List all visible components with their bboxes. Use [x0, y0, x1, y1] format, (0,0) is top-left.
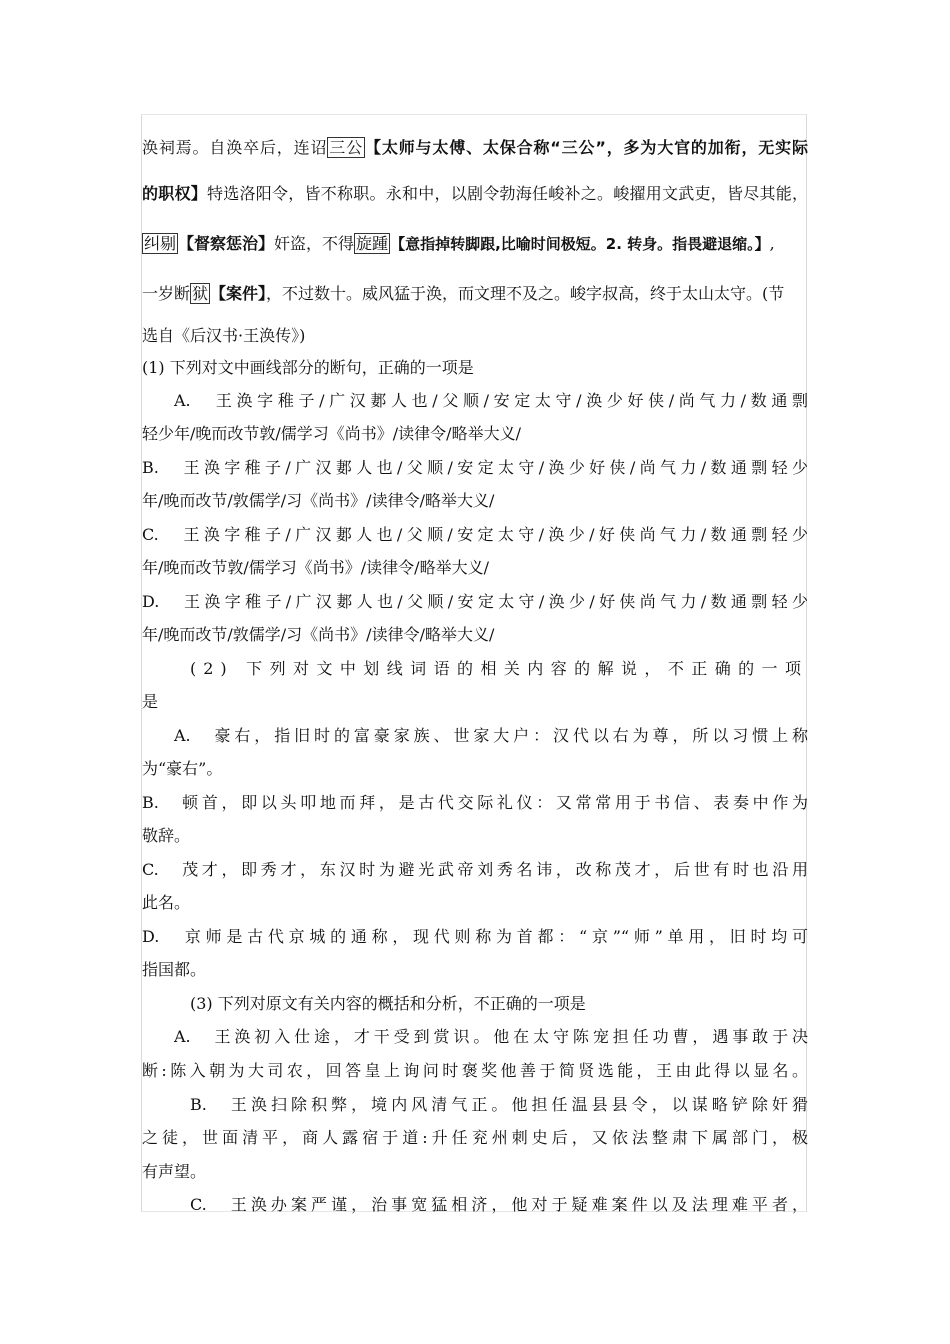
- passage-text: 奸盗，不得: [274, 234, 355, 253]
- q2-option-b-line-2: 敬辞。: [142, 826, 191, 845]
- q3-option-b-line-2: 之徒，世面清平，商人露宿于道:升任兖州刺史后，又依法整肃下属部门，极: [142, 1128, 808, 1147]
- q1-option-d-line-1: D. 王涣字稚子/广汉郪人也/父顺/安定太守/涣少/好侠尚气力/数通剽轻少: [142, 592, 808, 611]
- q2-option-c-line-2: 此名。: [142, 893, 191, 912]
- passage-text: ，不过数十。威风猛于涣，而文理不及之。峻字叔高，终于太山太守。(节: [266, 284, 785, 303]
- q2-option-d-line-1: D. 京师是古代京城的通称，现代则称为首都：“京”“师”单用，旧时均可: [142, 927, 808, 946]
- question-2-stem-line-2: 是: [142, 692, 159, 711]
- question-2-stem-line-1: (2) 下列对文中划线词语的相关内容的解说，不正确的一项: [190, 659, 808, 678]
- annotation: 【案件】: [210, 284, 267, 303]
- annotation: 的职权】: [142, 184, 207, 203]
- q3-option-a-line-1: A. 王涣初入仕途，才干受到赏识。他在太守陈宠担任功曹，遇事敢于决: [174, 1027, 808, 1046]
- passage-line-2: [142, 181, 808, 204]
- q1-option-c-line-1: C. 王涣字稚子/广汉郪人也/父顺/安定太守/涣少/好侠尚气力/数通剽轻少: [142, 525, 808, 544]
- q2-option-b-line-1: B. 顿首，即以头叩地而拜，是古代交际礼仪：又常常用于书信、表奏中作为: [142, 793, 808, 812]
- q2-option-a-line-1: A. 豪右，指旧时的富豪家族、世家大户：汉代以右为尊，所以习惯上称: [174, 726, 808, 745]
- q1-option-a-line-2: 轻少年/晚而改节敦/儒学习《尚书》/读律令/略举大义/: [142, 424, 521, 443]
- question-1-stem: (1) 下列对文中画线部分的断句，正确的一项是: [142, 358, 474, 377]
- q3-option-a-line-2: 断:陈入朝为大司农，回答皇上询问时褒奖他善于简贤选能，王由此得以显名。: [142, 1061, 808, 1080]
- passage-text: 一岁断: [142, 284, 191, 303]
- boxed-term: 三公: [329, 138, 363, 157]
- annotation: 【意指掉转脚跟,比喻时间极短。2. 转身。指畏避退缩。】: [390, 235, 770, 253]
- passage-source: 选自《后汉书·王涣传》): [142, 326, 306, 345]
- passage-text: 特选洛阳令，皆不称职。永和中，以剧令勃海任峻补之。峻擢用文武吏，皆尽其能，: [207, 184, 808, 203]
- question-3-stem: (3) 下列对原文有关内容的概括和分析，不正确的一项是: [190, 994, 586, 1013]
- q1-option-b-line-2: 年/晚而改节/敦儒学/习《尚书》/读律令/略举大义/: [142, 491, 495, 510]
- q3-option-b-line-1: B. 王涣扫除积弊，境内风清气正。他担任温县县令，以谋略铲除奸猾: [190, 1095, 808, 1114]
- passage-line-4: [142, 281, 808, 304]
- q2-option-a-line-2: 为“豪右”。: [142, 759, 223, 778]
- document-page: [141, 114, 807, 1212]
- q1-option-c-line-2: 年/晚而改节敦/儒学习《尚书》/读律令/略举大义/: [142, 558, 489, 577]
- passage-line-1: [142, 135, 808, 158]
- q1-option-b-line-1: B. 王涣字稚子/广汉郪人也/父顺/安定太守/涣少好侠/尚气力/数通剽轻少: [142, 458, 808, 477]
- q1-option-d-line-2: 年/晚而改节/敦儒学/习《尚书》/读律令/略举大义/: [142, 625, 495, 644]
- boxed-term: 旋踵: [356, 234, 389, 253]
- q3-option-b-line-3: 有声望。: [142, 1162, 207, 1181]
- boxed-term: 纠剔: [144, 234, 177, 253]
- q2-option-c-line-1: C. 茂才，即秀才，东汉时为避光武帝刘秀名讳，改称茂才，后世有时也沿用: [142, 860, 808, 879]
- q1-option-a-line-1: A. 王涣字稚子/广汉郪人也/父顺/安定太守/涣少好侠/尚气力/数通剽: [174, 391, 808, 410]
- q3-option-c-line-1: C. 王涣办案严谨，治事宽猛相济，他对于疑难案件以及法理难平者，: [190, 1195, 808, 1214]
- passage-line-3: [142, 231, 808, 254]
- boxed-term: 狱: [192, 284, 209, 303]
- q2-option-d-line-2: 指国都。: [142, 960, 207, 979]
- annotation: 【太师与太傅、太保合称“三公”，多为大官的加衔，无实际: [365, 138, 808, 157]
- passage-text: 涣祠焉。自涣卒后，连诏: [142, 138, 328, 157]
- passage-text: ,: [769, 234, 775, 253]
- annotation: 【督察惩治】: [178, 234, 275, 253]
